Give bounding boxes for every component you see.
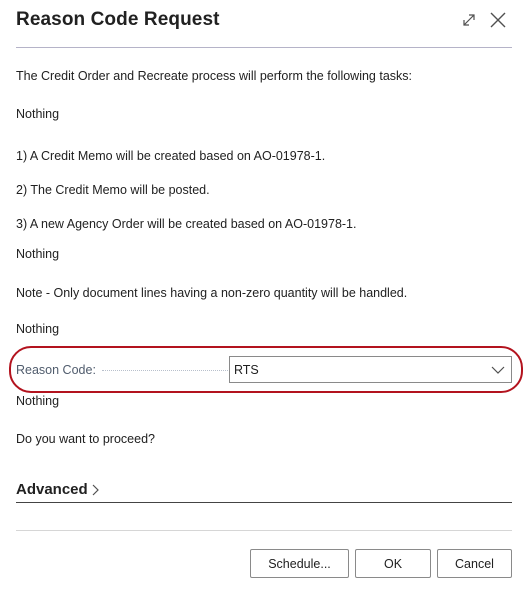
intro-text: The Credit Order and Recreate process will perform the following tasks: [16,69,412,83]
expand-icon [459,10,479,30]
close-button[interactable] [487,9,509,31]
message-line: Nothing [16,107,60,121]
advanced-label: Advanced [16,481,88,498]
dialog-title: Reason Code Request [16,9,220,30]
task-2-text: 2) The Credit Memo will be posted. [16,183,210,197]
task-3-text: 3) A new Agency Order will be created based on AO-01978-1. [16,217,357,231]
chevron-right-icon [90,483,100,497]
title-divider [16,47,512,48]
note-text: Note - Only document lines having a non-zero quantity will be handled. [16,286,408,300]
advanced-divider [16,502,512,503]
label-leader-dots [102,370,238,371]
message-line: Nothing [16,394,60,408]
reason-code-label: Reason Code: [16,363,96,377]
chevron-down-icon [491,365,505,375]
reason-code-value: RTS [234,363,259,377]
schedule-button[interactable]: Schedule... [250,549,349,578]
reason-code-field [16,355,512,385]
cancel-button[interactable]: Cancel [437,549,512,578]
message-line: Nothing [16,322,60,336]
ok-button[interactable]: OK [355,549,431,578]
close-icon [487,9,509,31]
expand-button[interactable] [459,10,479,30]
proceed-question: Do you want to proceed? [16,432,155,446]
advanced-section-toggle[interactable] [16,481,100,498]
message-line: Nothing [16,247,60,261]
task-1-text: 1) A Credit Memo will be created based on AO-01978-1. [16,149,326,163]
footer-divider [16,530,512,531]
reason-code-select[interactable] [229,356,512,383]
